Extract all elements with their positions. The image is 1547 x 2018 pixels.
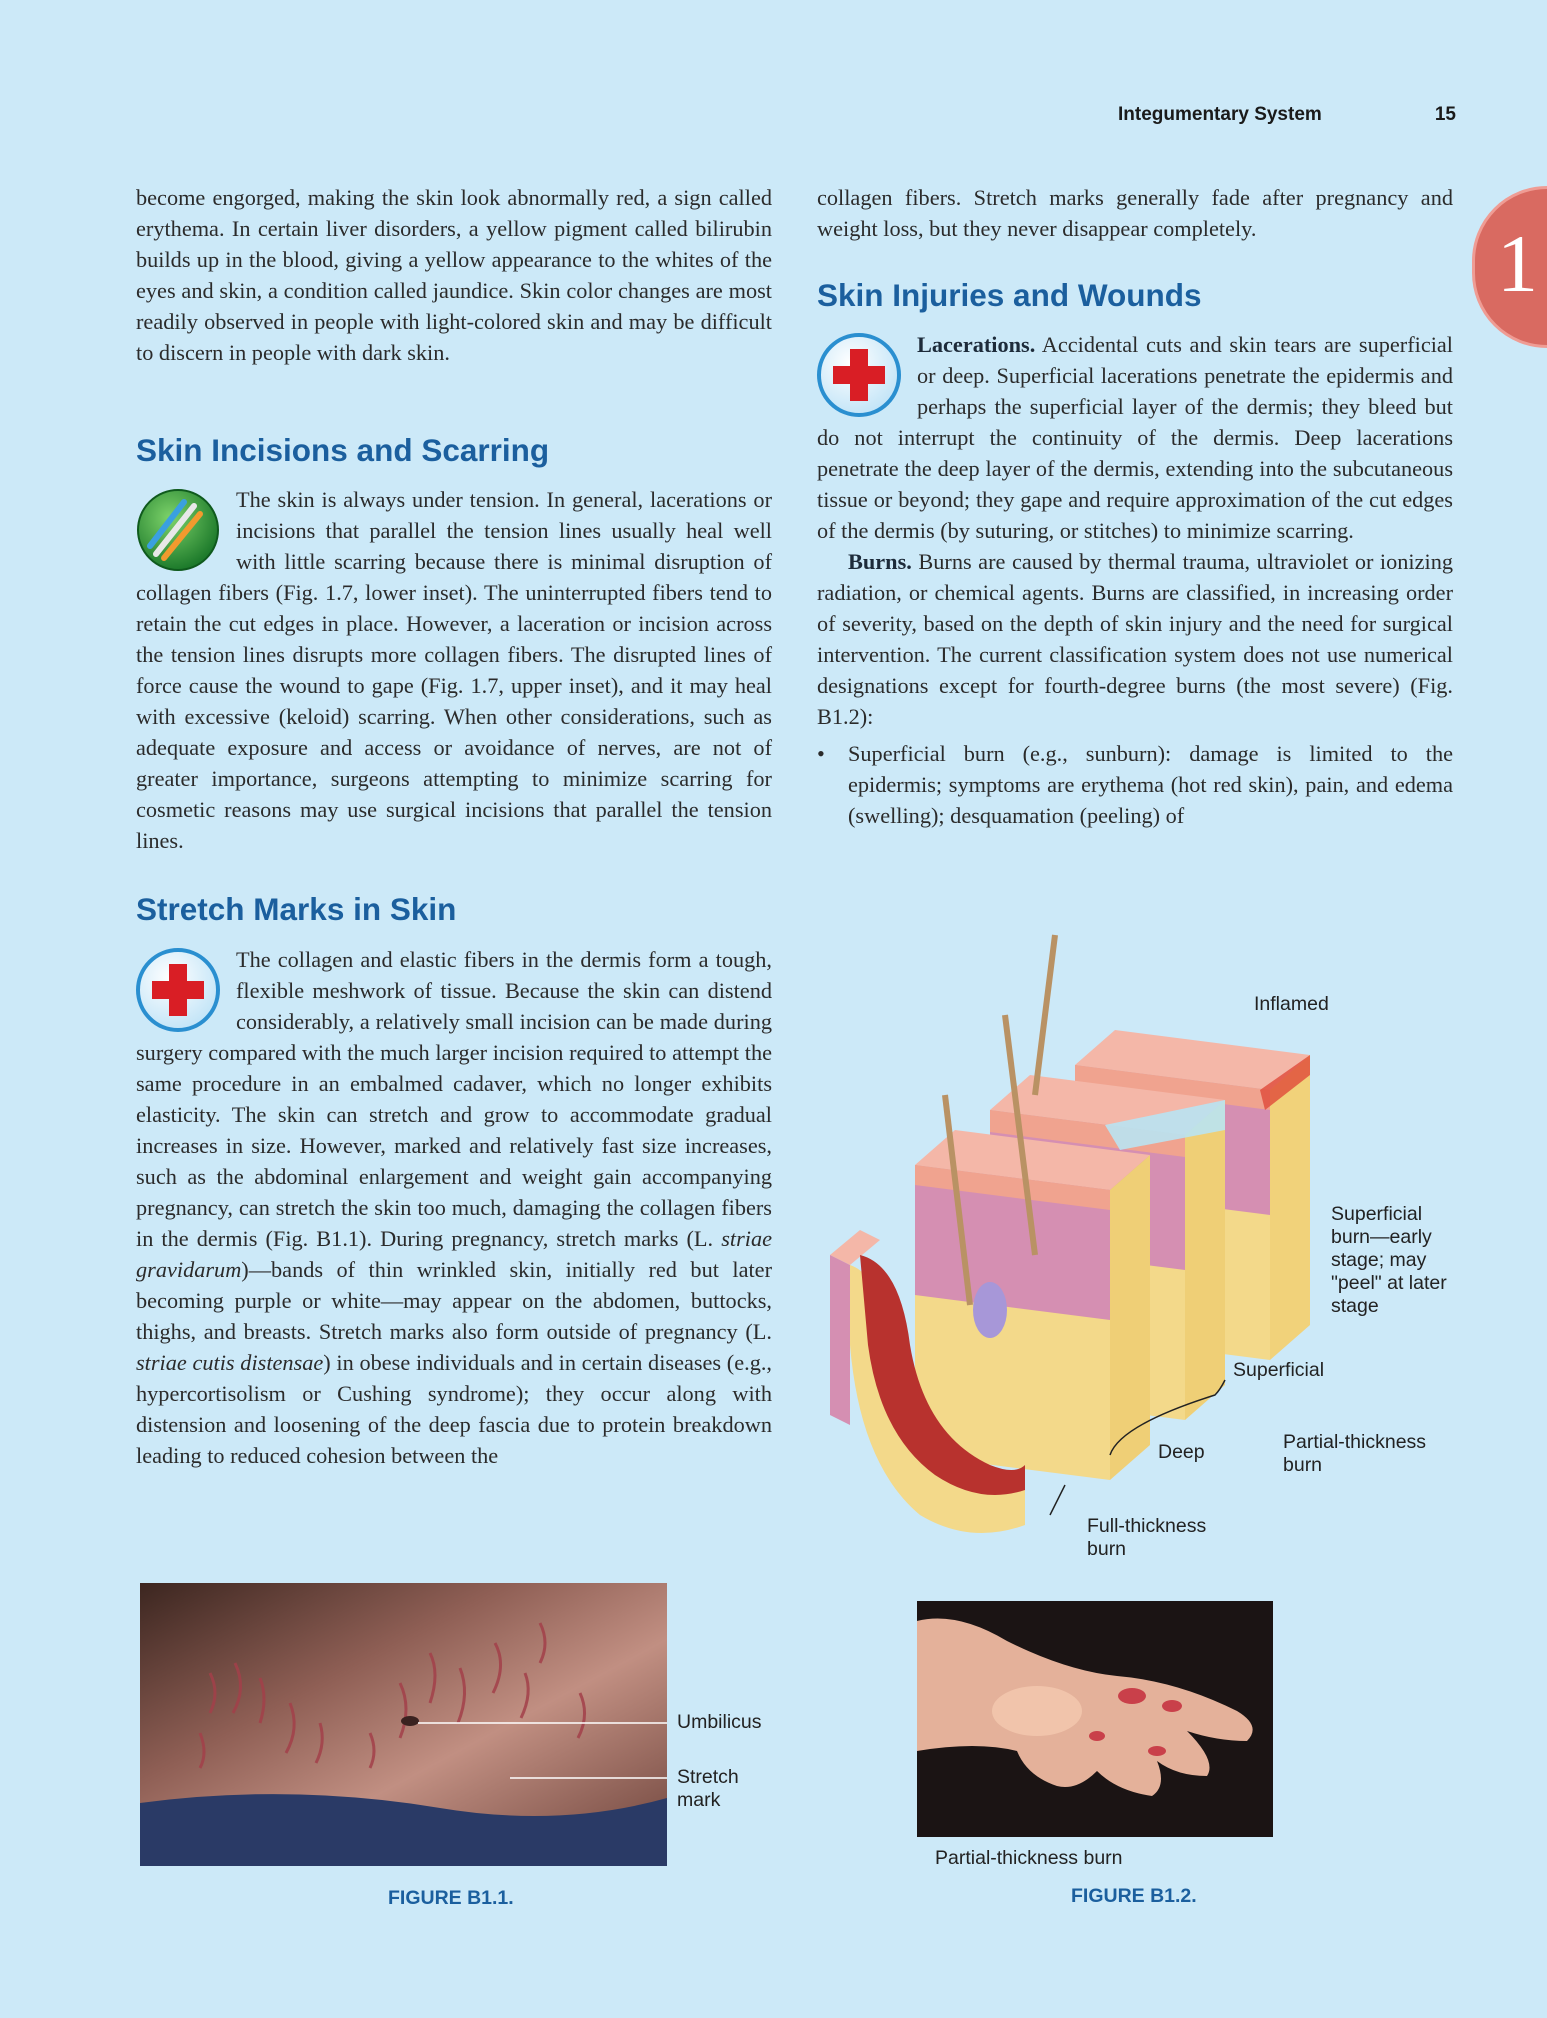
burns-text: Burns are caused by thermal trauma, ultraviolet or ionizing radiation, or chemical agents. Burns are classified, in increasing order of severity, based on the depth of skin injury and the need for surgical intervention. The current classification system does not use numerical designations except for fourth-degree burns (the most severe) (Fig. B1.2): (817, 549, 1454, 729)
heading-incisions: Skin Incisions and Scarring (136, 432, 550, 468)
caption-figure-b1-1: FIGURE B1.1. (388, 1887, 514, 1909)
caption-figure-b1-2: FIGURE B1.2. (1071, 1885, 1197, 1907)
intro-paragraph-block (136, 182, 772, 368)
incisions-text: The skin is always under tension. In general, lacerations or incisions that parallel the tension lines usually heal well with little scarring because there is minimal disruption of collagen fibers (Fig. 1.7, lower inset). The uninterrupted fibers tend to retain the cut edges in place. However, a laceration or incision across the tension lines disrupts more collagen fibers. The disrupted lines of force cause the wound to gape (Fig. 1.7, upper inset), and it may heal with excessive (keloid) scarring. When other considerations, such as adequate exposure and access or avoidance of nerves, are not of greater importance, surgeons attempting to minimize scarring for cosmetic reasons may use surgical incisions that parallel the tension lines. (136, 487, 772, 853)
deep-burn-block (915, 1130, 1150, 1480)
stretch-block (136, 944, 772, 1471)
label-partial-thickness-photo: Partial-thickness burn (935, 1847, 1123, 1869)
heading-injuries: Skin Injuries and Wounds (817, 277, 1202, 313)
chapter-number: 1 (1497, 218, 1538, 309)
label-stretch-mark: Stretch mark (677, 1766, 739, 1811)
intro-paragraph: become engorged, making the skin look abnormally red, a sign called erythema. In certain liver disorders, a yellow pigment called bilirubin builds up in the blood, giving a yellow appearance to the whites of the eyes and skin, a condition called jaundice. Skin color changes are most readily observed in people with light-colored skin and may be difficult to discern in people with dark skin. (136, 185, 772, 365)
injuries-block (817, 329, 1453, 831)
latin-term-gravidarum: striae gravidarum (136, 1226, 772, 1282)
medical-cross-icon (817, 333, 901, 417)
label-inflamed: Inflamed (1254, 993, 1329, 1015)
burned-hand-photo (917, 1601, 1273, 1837)
incisions-block (136, 484, 772, 856)
surgical-instruments-icon (136, 488, 220, 572)
stretch-text-3: ) in obese individuals and in certain diseases (e.g., hypercortisolism or Cushing syndrome); they occur along with distension and loosening of the deep fascia due to protein breakdown leading to reduced cohesion between the (136, 1350, 773, 1468)
leader-line (1050, 1485, 1065, 1515)
running-header (1118, 104, 1456, 134)
bullet-dot: • (817, 741, 825, 766)
stretch-text-1: The collagen and elastic fibers in the dermis form a tough, flexible meshwork of tissue. Because the skin can distend considerably, a relatively small incision can be made during surgery compared with the much larger incision required to attempt the same procedure in an embalmed cadaver, which no longer exhibits elasticity. The skin can stretch and grow to accommodate gradual increases in size. However, marked and relatively fast size increases, such as the abdominal enlargement and weight gain accompanying pregnancy, can stretch the skin too much, damaging the collagen fibers in the dermis (Fig. B1.1). During pregnancy, stretch marks (L. (136, 947, 772, 1251)
label-superficial-early: Superficial burn—early stage; may "peel" at later stage (1331, 1203, 1447, 1317)
page-number: 15 (1434, 104, 1456, 125)
label-full-thickness: Full-thickness burn (1087, 1515, 1207, 1560)
lacerations-lead: Lacerations. (917, 332, 1036, 357)
abdomen-photo (140, 1583, 667, 1866)
chapter-tab (1472, 186, 1547, 348)
burn-bullet-item (817, 738, 1453, 831)
stretch-continuation: collagen fibers. Stretch marks generally fade after pregnancy and weight loss, but they never disappear completely. (817, 185, 1453, 241)
burns-lead: Burns. (848, 549, 912, 574)
label-umbilicus: Umbilicus (677, 1711, 762, 1733)
hair-shaft (1035, 935, 1055, 1095)
stretch-text-2: )—bands of thin wrinkled skin, initially red but later becoming purple or white—may appear on the abdomen, buttocks, thighs, and breasts. Stretch marks also form outside of pregnancy (L. (136, 1257, 772, 1344)
stretch-continuation-block (817, 182, 1453, 244)
label-superficial: Superficial (1233, 1359, 1325, 1381)
superficial-burn-text: Superficial burn (e.g., sunburn): damage is limited to the epidermis; symptoms are erythema (hot red skin), pain, and edema (swelling); desquamation (peeling) of (848, 741, 1453, 828)
heading-stretch-marks: Stretch Marks in Skin (136, 891, 457, 927)
medical-cross-icon (136, 948, 220, 1032)
running-title: Integumentary System (1118, 104, 1322, 125)
label-partial-thickness: Partial-thickness burn (1283, 1431, 1427, 1476)
label-deep: Deep (1158, 1441, 1205, 1463)
latin-term-distensae: striae cutis distensae (136, 1350, 324, 1375)
umbilicus (401, 1716, 419, 1726)
lacerations-text: Accidental cuts and skin tears are superficial or deep. Superficial lacerations penetrate the epidermis and perhaps the superficial layer of the dermis; they bleed but do not interrupt the continuity of the dermis. Deep lacerations penetrate the deep layer of the dermis, extending into the subcutaneous tissue or beyond; they gape and require approximation of the cut edges of the dermis (by suturing, or stitches) to minimize scarring. (817, 332, 1453, 543)
